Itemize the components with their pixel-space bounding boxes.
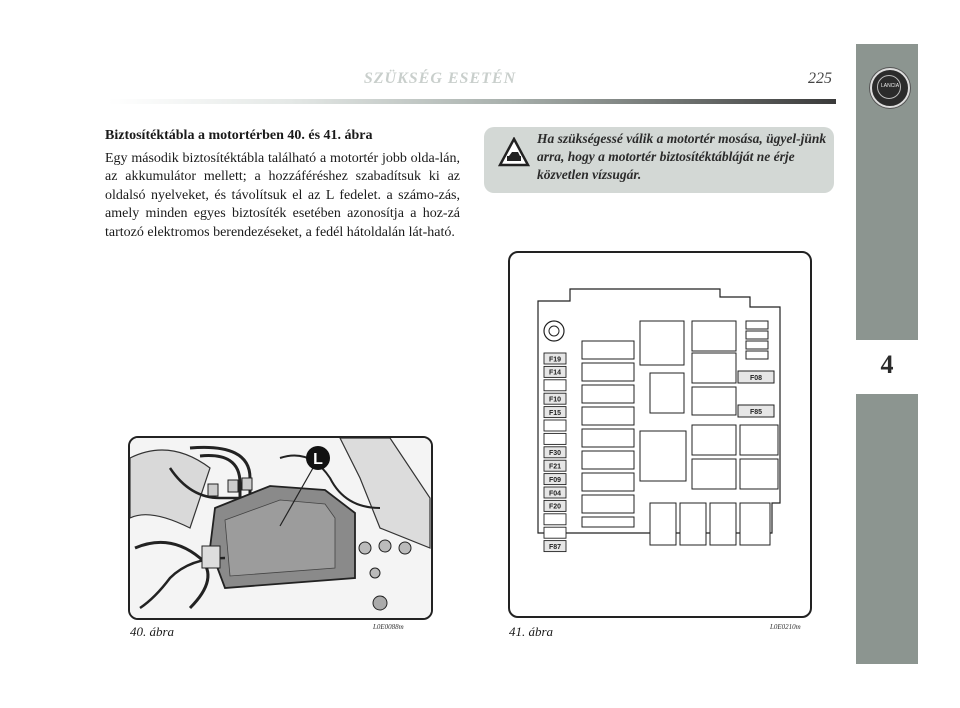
figure-40-caption: 40. ábra	[130, 624, 175, 639]
fuse-label: F10	[548, 396, 562, 404]
fuse-label: F85	[749, 409, 763, 416]
fuse-label: F87	[548, 543, 562, 551]
lancia-logo-icon	[870, 68, 910, 108]
figure-41-caption: 41. ábra	[509, 624, 554, 639]
running-header: SZÜKSÉG ESETÉN	[363, 70, 517, 87]
fuse-slot	[544, 433, 566, 444]
fuse-label: F30	[548, 450, 562, 458]
page-number: 225	[808, 70, 832, 87]
fuse-label: F20	[548, 503, 562, 511]
figure-41-code: L0E0210m	[770, 623, 801, 631]
fuse-slot	[544, 527, 566, 538]
fuse-slot	[544, 514, 566, 525]
fuse-label: F19	[548, 356, 562, 364]
callout-l-label: L	[313, 451, 323, 468]
figure-41-fuse-box	[508, 251, 812, 618]
warning-triangle-icon	[498, 137, 530, 167]
chapter-number: 4	[880, 350, 894, 379]
figure-40-code: L0E0088m	[373, 623, 404, 631]
header-rule	[108, 99, 836, 104]
fuse-label: F08	[749, 375, 763, 382]
fuse-label: F21	[548, 463, 562, 471]
warning-text: Ha szükségessé válik a motortér mosása, ügyel-jünk arra, hogy a motortér biztosítéktábláját ne érje közvetlen vízsugár.	[537, 131, 827, 182]
fuse-label: F15	[548, 409, 562, 417]
fuse-label: F04	[548, 490, 562, 498]
fuse-label: F09	[548, 476, 562, 484]
fuse-label: F14	[548, 369, 562, 377]
fuse-slot	[544, 380, 566, 391]
section-heading: Biztosítéktábla a motortérben 40. és 41. ábra	[105, 128, 373, 143]
figure-40-engine-bay	[128, 436, 433, 620]
fuse-slot	[544, 420, 566, 431]
logo-text: LANCIA	[880, 83, 900, 89]
section-body: Egy második biztosítéktábla található a motortér jobb olda-lán, az akkumulátor mellett; a hozzáféréshez szabadítsuk ki az oldalsó nyelveket, és távolítsuk el az L fedelet. a számo-zás, amely minden egyes biztosíték esetében azonosítja a hoz-zá tartozó elektromos berendezéseket, a fedél hátoldalán lát-ható.	[105, 151, 460, 240]
